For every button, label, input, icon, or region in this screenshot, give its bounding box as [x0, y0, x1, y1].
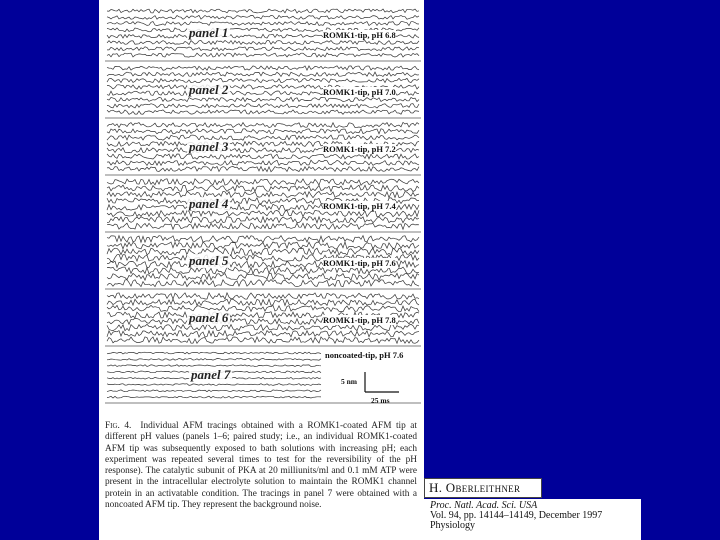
afm-trace-line — [107, 384, 321, 386]
afm-trace-line — [107, 396, 321, 398]
afm-trace-line — [107, 358, 321, 360]
afm-trace-line — [107, 179, 419, 185]
afm-trace-line — [107, 299, 419, 305]
scalebar-vertical-label: 5 nm — [341, 377, 358, 386]
afm-trace-line — [107, 47, 419, 51]
afm-trace-line — [107, 15, 419, 19]
afm-trace-line — [107, 337, 419, 343]
afm-trace-line — [107, 352, 321, 354]
afm-trace-line — [107, 390, 321, 392]
afm-trace-line — [107, 66, 419, 70]
afm-trace-line — [107, 331, 419, 337]
afm-trace-line — [107, 122, 419, 127]
afm-trace-line — [107, 110, 419, 114]
afm-trace-line — [107, 97, 419, 101]
panel-label: panel 6 — [189, 310, 229, 325]
figure-caption — [105, 421, 417, 511]
afm-trace-line — [107, 160, 419, 165]
afm-trace-line — [107, 191, 419, 197]
condition-label: ROMK1-tip, pH 7.8 — [323, 315, 396, 325]
scalebar-horizontal-label: 25 ms — [371, 396, 390, 405]
panel-label: panel 2 — [189, 82, 229, 97]
afm-trace-line — [107, 223, 419, 229]
journal-section: Physiology — [430, 520, 476, 531]
condition-label: ROMK1-tip, pH 7.0 — [323, 87, 396, 97]
afm-trace-line — [107, 324, 419, 330]
condition-label: noncoated-tip, pH 7.6 — [325, 350, 404, 360]
afm-trace-line — [107, 104, 419, 108]
afm-trace-line — [107, 154, 419, 159]
panel-label: panel 5 — [189, 253, 229, 268]
afm-trace-line — [107, 129, 419, 134]
condition-label: ROMK1-tip, pH 7.6 — [323, 258, 396, 268]
panel-label: panel 7 — [191, 367, 231, 382]
afm-trace-line — [107, 41, 419, 45]
afm-trace-line — [107, 53, 419, 57]
afm-trace-line — [107, 78, 419, 82]
afm-trace-line — [107, 135, 419, 140]
journal-citation — [424, 499, 641, 540]
panel-label: panel 4 — [189, 196, 229, 211]
condition-label: ROMK1-tip, pH 6.8 — [323, 30, 396, 40]
afm-trace-line — [107, 305, 419, 311]
afm-tracings — [103, 0, 423, 410]
caption-text: Individual AFM tracings obtained with a ROMK1-coated AFM tip at different pH values (panels 1–6; paired study; i.e., an individual ROMK1-coated AFM tip was subsequently exposed to bath solutions with increasing pH; each experiment was repeated several times to test for the reversibility of the pH response). The catalytic subunit of PKA at 20 milliunits/ml and 0.1 mM ATP were present in the intracellular electrolyte solution to maintain the ROMK1 channel protein in an activatable condition. The tracings in panel 7 were obtained with a noncoated AFM tip. They represent the background noise. — [105, 421, 417, 511]
afm-trace-line — [107, 185, 419, 191]
figure-scan — [99, 0, 424, 540]
author-name: H. Oberleithner — [429, 480, 521, 495]
afm-trace-line — [107, 242, 419, 249]
afm-trace-line — [107, 248, 419, 255]
condition-label: ROMK1-tip, pH 7.4 — [323, 201, 396, 211]
journal-name: Proc. Natl. Acad. Sci. USA — [430, 500, 538, 511]
afm-trace-line — [107, 72, 419, 76]
author-box — [424, 478, 542, 498]
afm-trace-line — [107, 280, 419, 287]
afm-trace-line — [107, 9, 419, 13]
afm-trace-line — [107, 273, 419, 280]
panel-label: panel 3 — [189, 139, 229, 154]
afm-trace-line — [107, 167, 419, 172]
afm-trace-line — [107, 236, 419, 243]
afm-trace-line — [107, 22, 419, 26]
afm-trace-line — [107, 217, 419, 223]
caption-label: Fig. 4. — [105, 421, 132, 431]
condition-label: ROMK1-tip, pH 7.2 — [323, 144, 396, 154]
panel-label: panel 1 — [189, 25, 229, 40]
journal-volume: Vol. 94, pp. 14144–14149, December 1997 — [430, 510, 603, 521]
afm-trace-line — [107, 293, 419, 299]
